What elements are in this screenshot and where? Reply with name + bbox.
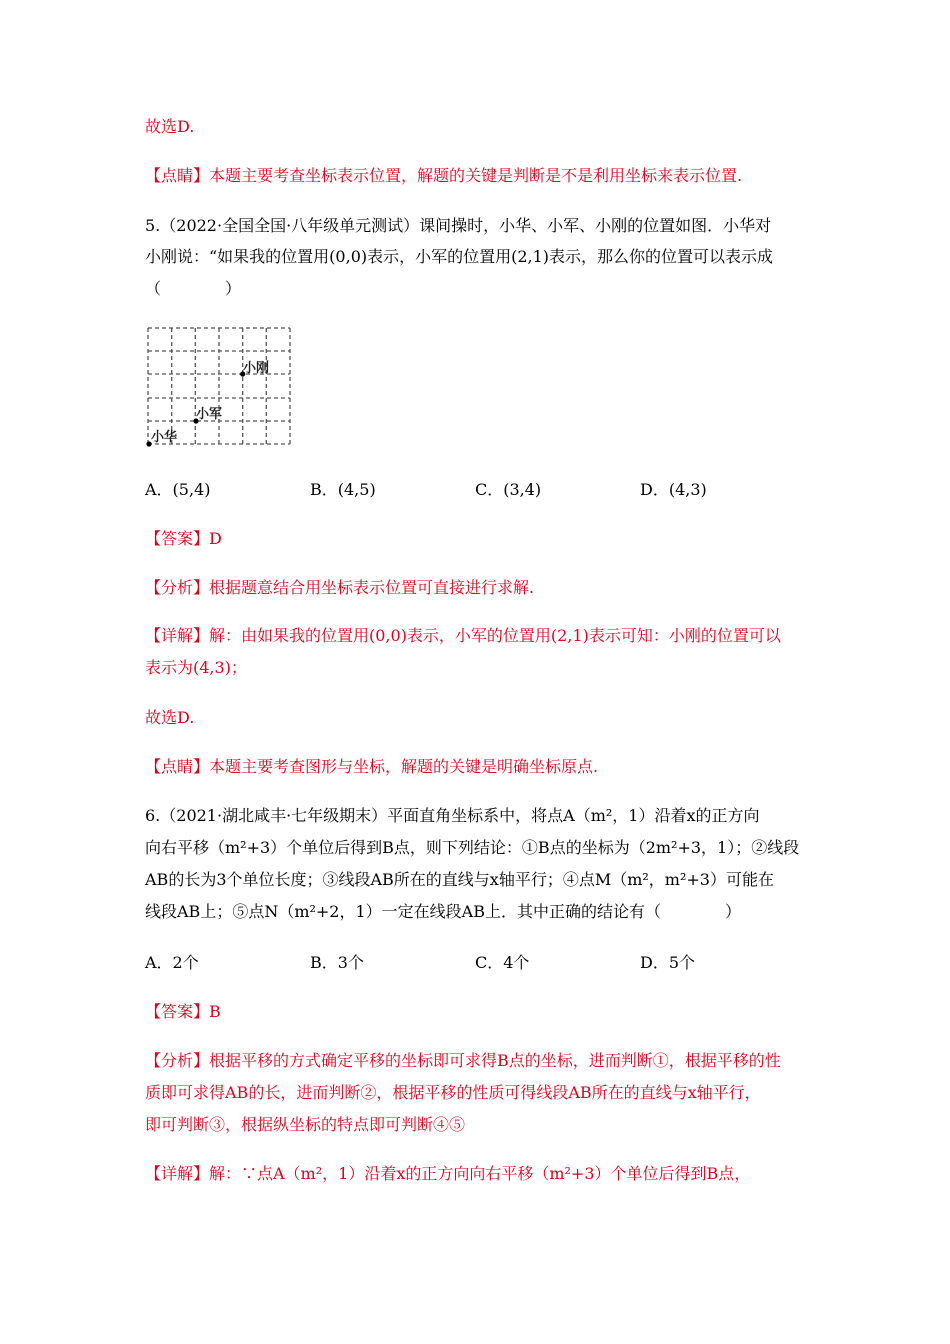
- q6-option-d[interactable]: D．5个: [640, 953, 696, 972]
- q6-solution-line-1: 【详解】解：∵点A（m²，1）沿着x的正方向向右平移（m²+3）个单位后得到B点，: [145, 1164, 751, 1183]
- q6-option-a[interactable]: A．2个: [145, 953, 199, 972]
- q5-option-c[interactable]: C．(3,4): [475, 480, 542, 499]
- question-5-line-1: 5.（2022·全国全国·八年级单元测试）课间操时，小华、小军、小刚的位置如图．小华对: [145, 216, 772, 235]
- q6-option-c[interactable]: C．4个: [475, 953, 530, 972]
- label-xiaojun: 小军: [196, 407, 223, 422]
- q6-answer: 【答案】B: [145, 1002, 221, 1021]
- q6-analysis-line-3: 即可判断③，根据纵坐标的特点即可判断④⑤: [145, 1115, 466, 1134]
- question-6-line-3: AB的长为3个单位长度；③线段AB所在的直线与x轴平行；④点M（m²，m²+3）可能在: [145, 870, 774, 889]
- grid-svg: [146, 326, 296, 451]
- q6-analysis-line-1: 【分析】根据平移的方式确定平移的坐标即可求得B点的坐标，进而判断①，根据平移的性: [145, 1051, 781, 1070]
- question-5-line-2: 小刚说：“如果我的位置用(0,0)表示，小军的位置用(2,1)表示，那么你的位置可以表示成: [145, 247, 774, 266]
- question-6-line-2: 向右平移（m²+3）个单位后得到B点，则下列结论：①B点的坐标为（2m²+3，1）；②线段: [145, 838, 800, 857]
- question-5-line-3: （ ）: [145, 279, 242, 298]
- label-xiaogang: 小刚: [243, 361, 270, 376]
- label-xiaohua: 小华: [151, 430, 178, 445]
- q5-conclusion: 故选D.: [145, 708, 195, 727]
- q5-solution-line-2: 表示为(4,3)；: [145, 658, 247, 677]
- question-6-line-1: 6.（2021·湖北咸丰·七年级期末）平面直角坐标系中，将点A（m²，1）沿着x的正方向: [145, 806, 760, 825]
- conclusion-line: 故选D.: [145, 117, 195, 136]
- q6-option-b[interactable]: B．3个: [310, 953, 364, 972]
- q5-option-a[interactable]: A．(5,4): [145, 480, 211, 499]
- q6-analysis-line-2: 质即可求得AB的长，进而判断②，根据平移的性质可得线段AB所在的直线与x轴平行，: [145, 1083, 761, 1102]
- q5-analysis: 【分析】根据题意结合用坐标表示位置可直接进行求解.: [145, 578, 535, 597]
- q5-key-point: 【点睛】本题主要考查图形与坐标，解题的关键是明确坐标原点.: [145, 757, 599, 776]
- question-6-line-4: 线段AB上；⑤点N（m²+2，1）一定在线段AB上．其中正确的结论有（ ）: [145, 902, 741, 921]
- key-point-line: 【点睛】本题主要考查坐标表示位置，解题的关键是判断是不是利用坐标来表示位置.: [145, 166, 743, 185]
- position-grid-figure: [146, 326, 296, 451]
- q5-option-d[interactable]: D．(4,3): [640, 480, 707, 499]
- q5-solution-line-1: 【详解】解：由如果我的位置用(0,0)表示，小军的位置用(2,1)表示可知：小刚的位置可以: [145, 626, 781, 645]
- q5-option-b[interactable]: B．(4,5): [310, 480, 376, 499]
- q5-answer: 【答案】D: [145, 529, 222, 548]
